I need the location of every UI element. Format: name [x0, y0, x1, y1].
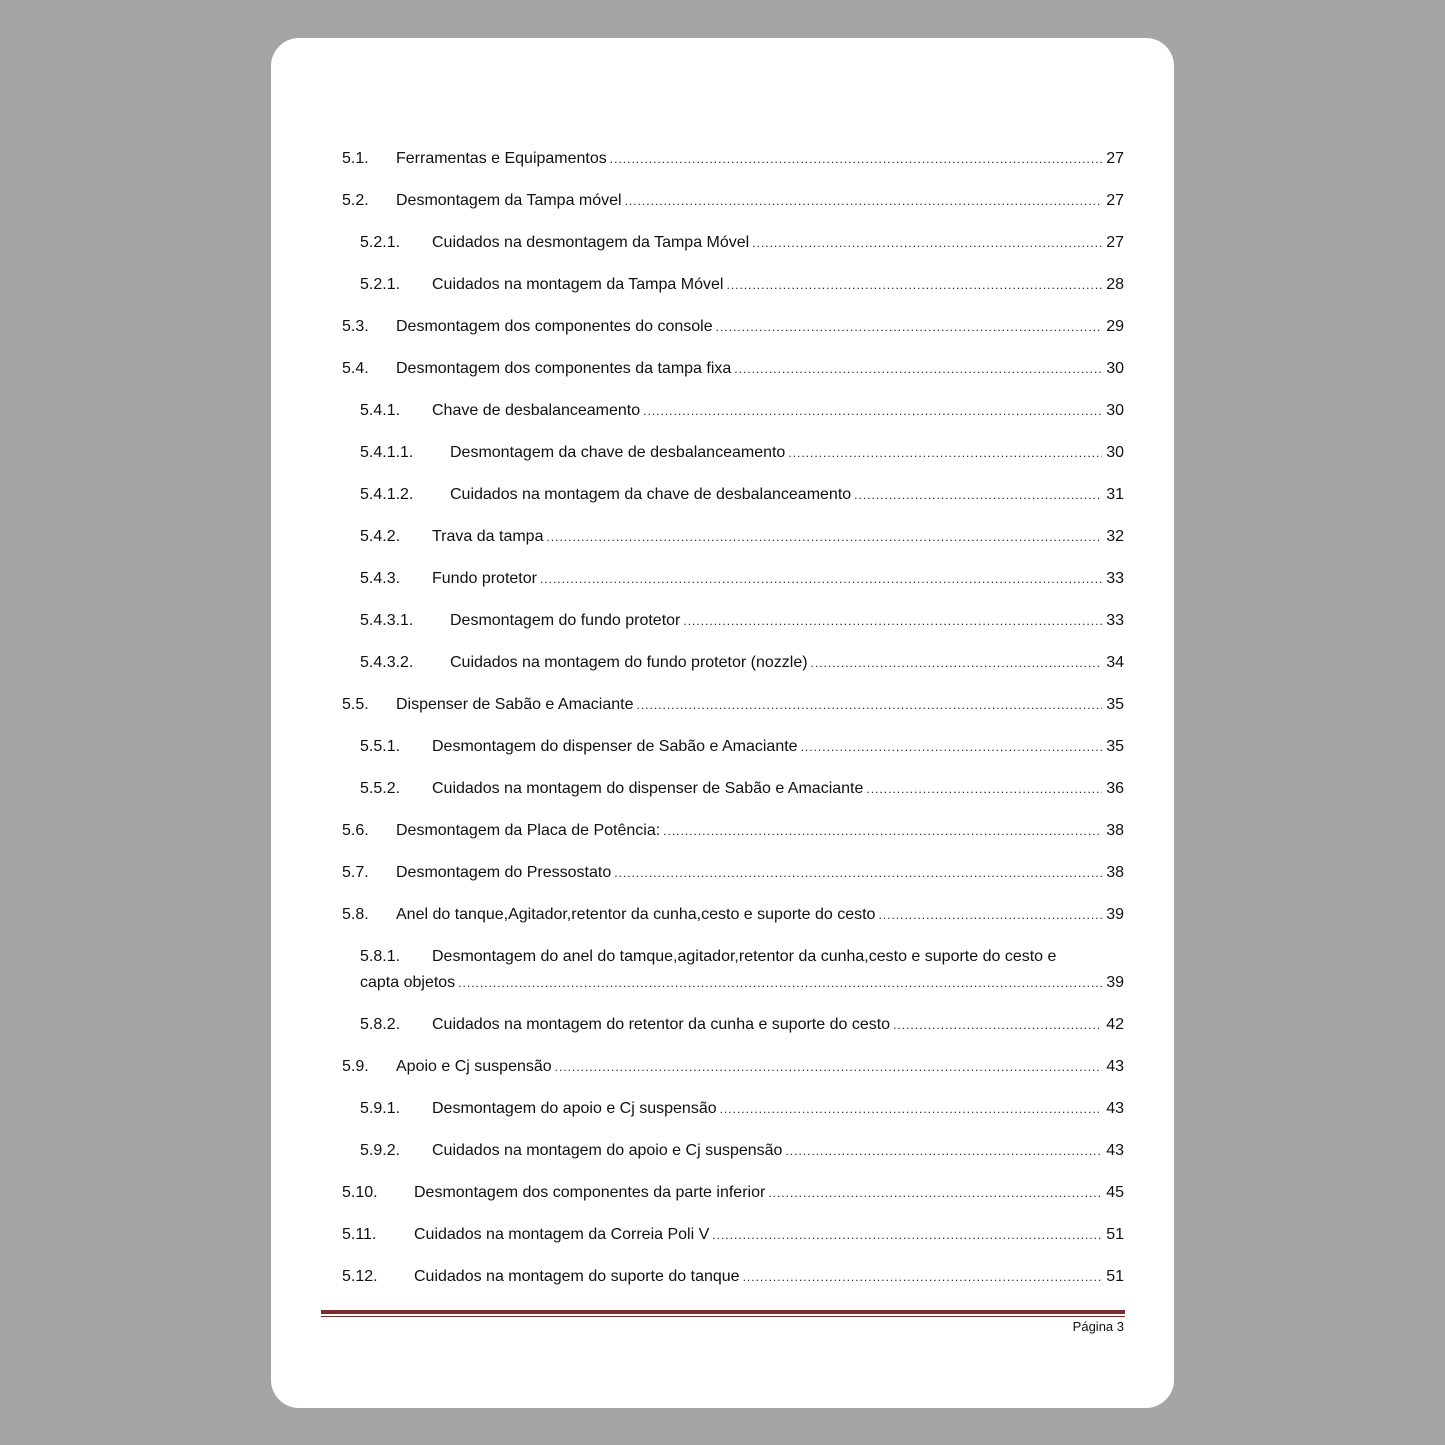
toc-entry[interactable] [342, 1266, 1124, 1288]
toc-entry[interactable] [342, 274, 1124, 296]
toc-leader [752, 232, 1102, 254]
toc-page: 38 [1106, 822, 1124, 839]
toc-title: Anel do tanque,Agitador,retentor da cunha,cesto e suporte do cesto [396, 906, 876, 923]
toc-title: Desmontagem dos componentes da tampa fixa [396, 360, 732, 377]
toc-page: 43 [1106, 1100, 1124, 1117]
toc-entry[interactable] [342, 862, 1124, 884]
toc-number: 5.8.1. [360, 948, 401, 965]
toc-title: Cuidados na montagem do apoio e Cj suspensão [432, 1142, 783, 1159]
toc-number: 5.10. [342, 1184, 378, 1201]
toc-entry[interactable] [342, 736, 1124, 758]
toc-title: Fundo protetor [432, 570, 537, 587]
toc-number: 5.2.1. [360, 276, 401, 293]
toc-page: 30 [1106, 360, 1124, 377]
toc-title: Cuidados na montagem do suporte do tanque [414, 1268, 740, 1285]
toc-title: Chave de desbalanceamento [432, 402, 641, 419]
toc-page: 32 [1106, 528, 1124, 545]
toc-page: 43 [1106, 1142, 1124, 1159]
toc-title: Dispenser de Sabão e Amaciante [396, 696, 634, 713]
table-of-contents [342, 148, 1124, 1308]
toc-entry[interactable] [342, 778, 1124, 800]
toc-leader [811, 652, 1103, 674]
toc-number: 5.4.3.1. [360, 612, 414, 629]
toc-entry[interactable] [342, 568, 1124, 590]
toc-leader [768, 1182, 1102, 1204]
toc-leader [663, 820, 1102, 842]
toc-entry[interactable] [342, 1182, 1124, 1204]
toc-title: Desmontagem do dispenser de Sabão e Amaciante [432, 738, 798, 755]
toc-leader [726, 274, 1102, 296]
toc-number: 5.9.1. [360, 1100, 401, 1117]
toc-leader [788, 442, 1102, 464]
toc-entry[interactable] [342, 316, 1124, 338]
toc-title: Desmontagem do Pressostato [396, 864, 612, 881]
toc-title: Desmontagem da chave de desbalanceamento [450, 444, 786, 461]
toc-leader [636, 694, 1102, 716]
toc-number: 5.4.3. [360, 570, 401, 587]
toc-leader [716, 316, 1103, 338]
toc-title: Cuidados na montagem da chave de desbalanceamento [450, 486, 852, 503]
toc-page: 27 [1106, 234, 1124, 251]
toc-entry[interactable] [342, 1014, 1124, 1036]
toc-leader [866, 778, 1102, 800]
toc-entry-line-1 [360, 946, 1124, 968]
toc-leader [854, 484, 1102, 506]
toc-title: Cuidados na montagem da Tampa Móvel [432, 276, 724, 293]
toc-page: 29 [1106, 318, 1124, 335]
toc-entry[interactable] [342, 1140, 1124, 1162]
toc-entry[interactable] [342, 946, 1124, 994]
toc-entry[interactable] [342, 232, 1124, 254]
toc-page: 36 [1106, 780, 1124, 797]
toc-title: Cuidados na montagem do dispenser de Sabão e Amaciante [432, 780, 864, 797]
toc-page: 31 [1106, 486, 1124, 503]
toc-title: Desmontagem da Placa de Potência: [396, 822, 661, 839]
toc-page: 39 [1106, 974, 1124, 991]
toc-entry[interactable] [342, 652, 1124, 674]
toc-number: 5.2.1. [360, 234, 401, 251]
toc-page: 33 [1106, 612, 1124, 629]
toc-number: 5.1. [342, 150, 369, 167]
toc-number: 5.2. [342, 192, 369, 209]
toc-leader [643, 400, 1102, 422]
toc-number: 5.5. [342, 696, 369, 713]
toc-page: 51 [1106, 1226, 1124, 1243]
toc-number: 5.12. [342, 1268, 378, 1285]
toc-number: 5.9. [342, 1058, 369, 1075]
toc-entry-line-2 [360, 972, 1124, 994]
toc-title-continuation: capta objetos [360, 974, 456, 991]
toc-title: Cuidados na montagem do fundo protetor (nozzle) [450, 654, 808, 671]
toc-number: 5.8.2. [360, 1016, 401, 1033]
toc-title: Cuidados na desmontagem da Tampa Móvel [432, 234, 750, 251]
toc-title: Desmontagem do fundo protetor [450, 612, 681, 629]
toc-entry[interactable] [342, 1098, 1124, 1120]
toc-entry[interactable] [342, 190, 1124, 212]
toc-number: 5.4.3.2. [360, 654, 414, 671]
toc-number: 5.5.2. [360, 780, 401, 797]
toc-page: 43 [1106, 1058, 1124, 1075]
toc-leader [720, 1098, 1103, 1120]
toc-entry[interactable] [342, 526, 1124, 548]
toc-title: Trava da tampa [432, 528, 544, 545]
toc-title: Desmontagem dos componentes do console [396, 318, 713, 335]
toc-title: Cuidados na montagem da Correia Poli V [414, 1226, 710, 1243]
toc-title: Desmontagem do anel do tamque,agitador,retentor da cunha,cesto e suporte do cesto e [432, 948, 1057, 965]
toc-entry[interactable] [342, 1056, 1124, 1078]
toc-number: 5.4.1. [360, 402, 401, 419]
toc-number: 5.8. [342, 906, 369, 923]
toc-entry[interactable] [342, 442, 1124, 464]
toc-title: Desmontagem do apoio e Cj suspensão [432, 1100, 717, 1117]
toc-title: Cuidados na montagem do retentor da cunha e suporte do cesto [432, 1016, 891, 1033]
toc-leader [540, 568, 1102, 590]
toc-leader [555, 1056, 1103, 1078]
toc-entry[interactable] [342, 904, 1124, 926]
toc-page: 27 [1106, 192, 1124, 209]
page-number: Página 3 [1072, 1319, 1124, 1334]
toc-leader [610, 148, 1102, 170]
toc-number: 5.4.2. [360, 528, 401, 545]
toc-entry[interactable] [342, 694, 1124, 716]
toc-page: 35 [1106, 696, 1124, 713]
toc-number: 5.6. [342, 822, 369, 839]
toc-page: 30 [1106, 402, 1124, 419]
toc-number: 5.5.1. [360, 738, 401, 755]
toc-number: 5.3. [342, 318, 369, 335]
toc-page: 27 [1106, 150, 1124, 167]
footer-rule [321, 1310, 1125, 1314]
toc-leader [734, 358, 1102, 380]
toc-number: 5.4.1.1. [360, 444, 414, 461]
document-page [271, 38, 1174, 1408]
toc-leader [458, 972, 1102, 994]
toc-title: Ferramentas e Equipamentos [396, 150, 607, 167]
toc-number: 5.4.1.2. [360, 486, 414, 503]
toc-page: 39 [1106, 906, 1124, 923]
toc-leader [683, 610, 1102, 632]
toc-leader [878, 904, 1102, 926]
toc-title: Desmontagem da Tampa móvel [396, 192, 622, 209]
toc-number: 5.7. [342, 864, 369, 881]
toc-leader [743, 1266, 1103, 1288]
toc-page: 45 [1106, 1184, 1124, 1201]
toc-entry[interactable] [342, 610, 1124, 632]
toc-page: 28 [1106, 276, 1124, 293]
toc-leader [785, 1140, 1102, 1162]
toc-page: 51 [1106, 1268, 1124, 1285]
toc-page: 38 [1106, 864, 1124, 881]
toc-leader [893, 1014, 1102, 1036]
toc-page: 42 [1106, 1016, 1124, 1033]
toc-leader [546, 526, 1102, 548]
toc-number: 5.11. [342, 1226, 377, 1243]
toc-entry[interactable] [342, 484, 1124, 506]
toc-number: 5.9.2. [360, 1142, 401, 1159]
toc-entry[interactable] [342, 820, 1124, 842]
toc-number: 5.4. [342, 360, 369, 377]
toc-title: Apoio e Cj suspensão [396, 1058, 552, 1075]
toc-page: 30 [1106, 444, 1124, 461]
toc-leader [712, 1224, 1102, 1246]
toc-leader [625, 190, 1103, 212]
footer-rule-thin [321, 1316, 1125, 1317]
toc-page: 33 [1106, 570, 1124, 587]
toc-page: 34 [1106, 654, 1124, 671]
toc-entry[interactable] [342, 1224, 1124, 1246]
toc-page: 35 [1106, 738, 1124, 755]
toc-entry[interactable] [342, 400, 1124, 422]
toc-entry[interactable] [342, 358, 1124, 380]
toc-leader [614, 862, 1102, 884]
toc-title: Desmontagem dos componentes da parte inferior [414, 1184, 766, 1201]
toc-entry[interactable] [342, 148, 1124, 170]
toc-leader [801, 736, 1103, 758]
